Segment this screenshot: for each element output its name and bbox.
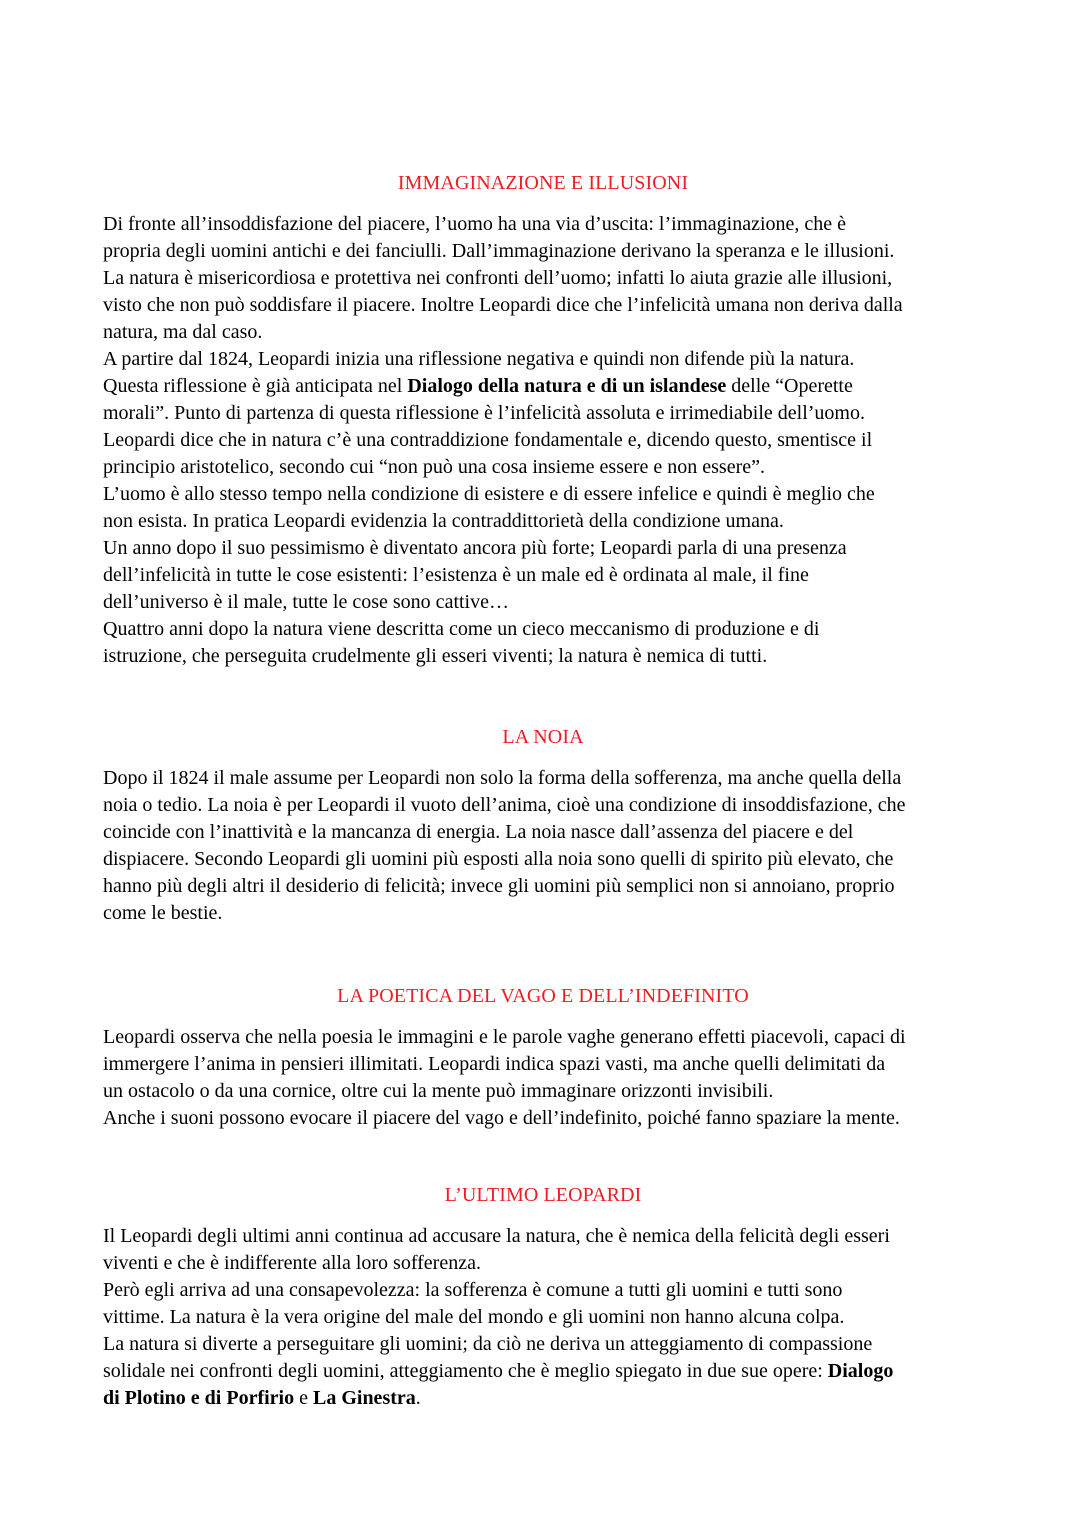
text-line: coincide con l’inattività e la mancanza di energia. La noia nasce dall’assenza del piacere e del <box>103 821 854 843</box>
text-line: un ostacolo o da una cornice, oltre cui la mente può immaginare orizzonti invisibili. <box>103 1080 774 1102</box>
section-immaginazione <box>103 170 983 670</box>
text-line: vittime. La natura è la vera origine del male del mondo e gli uomini non hanno alcuna colpa. <box>103 1306 845 1328</box>
text-line: noia o tedio. La noia è per Leopardi il vuoto dell’anima, cioè una condizione di insoddisfazione, che <box>103 794 906 816</box>
text-line: propria degli uomini antichi e dei fanciulli. Dall’immaginazione derivano la speranza e le illusioni. <box>103 240 895 262</box>
text-line: non esista. In pratica Leopardi evidenzia la contraddittorietà della condizione umana. <box>103 510 784 532</box>
text-line: Questa riflessione è già anticipata nel Dialogo della natura e di un islandese delle “Operette <box>103 375 853 397</box>
work-title-dialogo-islandese: Dialogo della natura e di un islandese <box>407 375 727 397</box>
text-line: morali”. Punto di partenza di questa riflessione è l’infelicità assoluta e irrimediabile dell’uomo. <box>103 402 865 424</box>
text-line: La natura è misericordiosa e protettiva nei confronti dell’uomo; infatti lo aiuta grazie alle illusioni, <box>103 267 893 289</box>
section-heading: L’ULTIMO LEOPARDI <box>444 1184 642 1206</box>
text-line: Però egli arriva ad una consapevolezza: la sofferenza è comune a tutti gli uomini e tutti sono <box>103 1279 843 1301</box>
text-line: Leopardi dice che in natura c’è una contraddizione fondamentale e, dicendo questo, smentisce il <box>103 429 873 451</box>
text-line: viventi e che è indifferente alla loro sofferenza. <box>103 1252 481 1274</box>
section-heading: LA NOIA <box>502 726 584 748</box>
text-line: Anche i suoni possono evocare il piacere del vago e dell’indefinito, poiché fanno spaziare la mente. <box>103 1107 900 1129</box>
text-line: come le bestie. <box>103 902 223 924</box>
text-line: di Plotino e di Porfirio e La Ginestra. <box>103 1387 421 1409</box>
section-body <box>103 211 983 670</box>
text-line: Leopardi osserva che nella poesia le immagini e le parole vaghe generano effetti piacevoli, capaci di <box>103 1026 906 1048</box>
text-line: natura, ma dal caso. <box>103 321 263 343</box>
text-line: immergere l’anima in pensieri illimitati. Leopardi indica spazi vasti, ma anche quelli delimitati da <box>103 1053 886 1075</box>
work-title-plotino-porfirio: di Plotino e di Porfirio <box>103 1387 295 1409</box>
section-poetica <box>103 983 983 1132</box>
section-heading: LA POETICA DEL VAGO E DELL’INDEFINITO <box>337 985 749 1007</box>
text-line: Dopo il 1824 il male assume per Leopardi non solo la forma della sofferenza, ma anche quella della <box>103 767 902 789</box>
text-line: istruzione, che perseguita crudelmente gli esseri viventi; la natura è nemica di tutti. <box>103 645 768 667</box>
text-line: L’uomo è allo stesso tempo nella condizione di esistere e di essere infelice e quindi è meglio che <box>103 483 875 505</box>
text-line: dell’infelicità in tutte le cose esistenti: l’esistenza è un male ed è ordinata al male, il fine <box>103 564 809 586</box>
text-line: Un anno dopo il suo pessimismo è diventato ancora più forte; Leopardi parla di una presenza <box>103 537 847 559</box>
text-line: hanno più degli altri il desiderio di felicità; invece gli uomini più semplici non si annoiano, proprio <box>103 875 895 897</box>
section-body <box>103 1024 983 1132</box>
section-body <box>103 1223 983 1412</box>
text-line: A partire dal 1824, Leopardi inizia una riflessione negativa e quindi non difende più la natura. <box>103 348 855 370</box>
text-line: solidale nei confronti degli uomini, atteggiamento che è meglio spiegato in due sue opere: Dialogo <box>103 1360 894 1382</box>
text-line: Il Leopardi degli ultimi anni continua ad accusare la natura, che è nemica della felicità degli esseri <box>103 1225 890 1247</box>
work-title-dialogo: Dialogo <box>827 1360 894 1382</box>
document-page <box>103 170 983 1412</box>
section-body <box>103 765 983 927</box>
section-heading: IMMAGINAZIONE E ILLUSIONI <box>397 172 689 194</box>
text-line: principio aristotelico, secondo cui “non può una cosa insieme essere e non essere”. <box>103 456 766 478</box>
text-line: Quattro anni dopo la natura viene descritta come un cieco meccanismo di produzione e di <box>103 618 820 640</box>
section-noia <box>103 724 983 927</box>
text-line: dell’universo è il male, tutte le cose sono cattive… <box>103 591 509 613</box>
text-line: dispiacere. Secondo Leopardi gli uomini più esposti alla noia sono quelli di spirito più elevato, che <box>103 848 894 870</box>
text-line: visto che non può soddisfare il piacere. Inoltre Leopardi dice che l’infelicità umana non deriva dalla <box>103 294 903 316</box>
section-ultimo-leopardi <box>103 1182 983 1412</box>
text-line: Di fronte all’insoddisfazione del piacere, l’uomo ha una via d’uscita: l’immaginazione, che è <box>103 213 847 235</box>
work-title-ginestra: La Ginestra <box>312 1387 416 1409</box>
text-line: La natura si diverte a perseguitare gli uomini; da ciò ne deriva un atteggiamento di compassione <box>103 1333 873 1355</box>
